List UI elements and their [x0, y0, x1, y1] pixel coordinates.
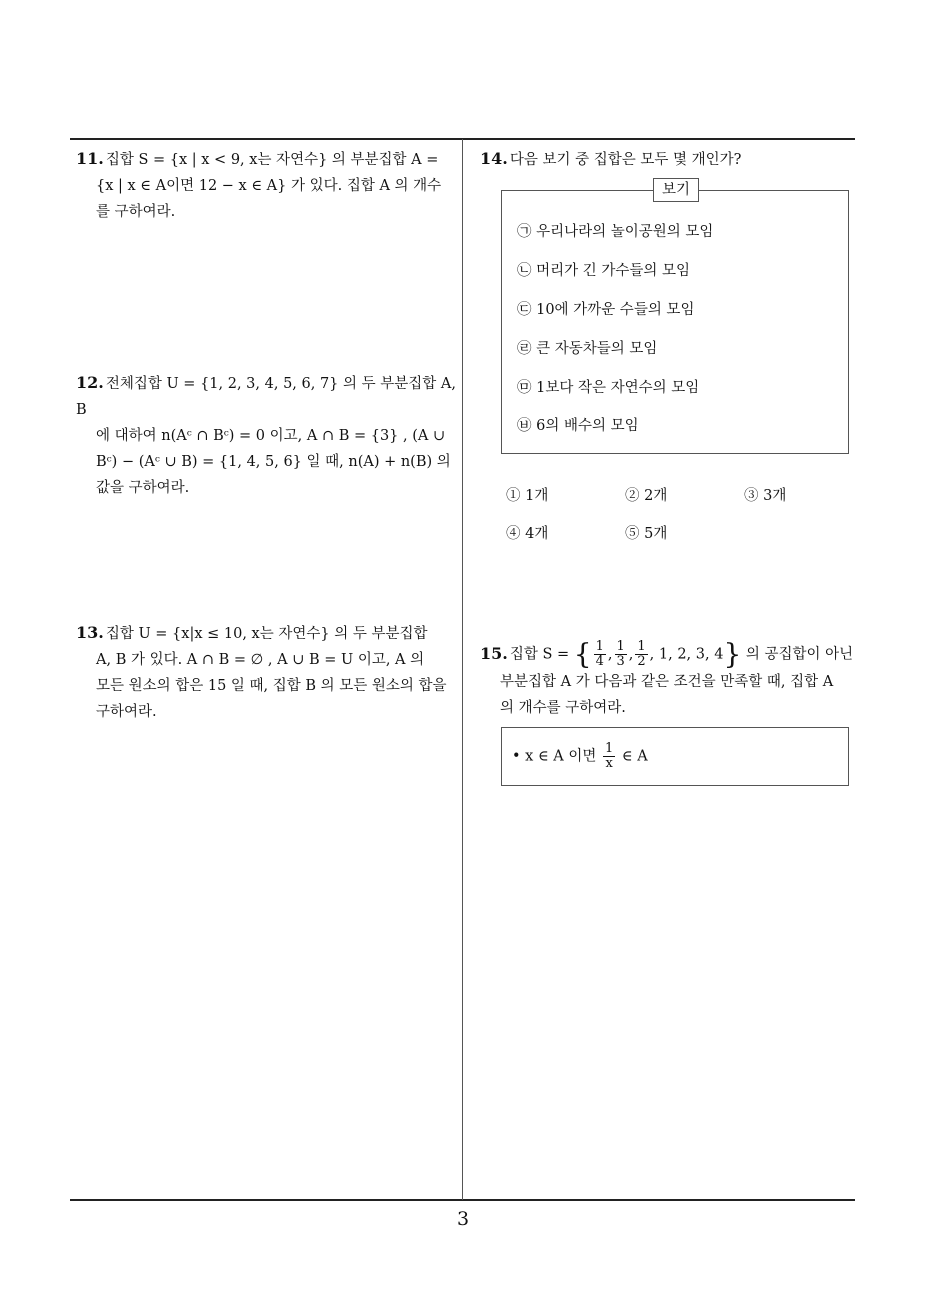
- question-number: 15.: [480, 643, 508, 663]
- question-line: 의 개수를 구하여라.: [500, 700, 626, 716]
- bogi-item: ㉥ 6의 배수의 모임: [517, 418, 639, 434]
- question-line: Bᶜ) − (Aᶜ ∪ B) = {1, 4, 5, 6} 일 때, n(A) + n(B) 의: [96, 454, 451, 470]
- answer-choice-4[interactable]: ④ 4개: [506, 526, 549, 542]
- question-14: [480, 146, 850, 173]
- bogi-item: ㉠ 우리나라의 놀이공원의 모임: [517, 224, 714, 240]
- question-line: 전체집합 U = {1, 2, 3, 4, 5, 6, 7} 의 두 부분집합 A, B: [76, 376, 456, 418]
- question-number: 11.: [76, 149, 104, 168]
- fraction: $\frac{1}{2}$: [637, 639, 646, 669]
- question-15: 15. 집합 S = { $\frac{1}{4}$ , $\frac{1}{3}$ , $\frac{1}{2}$ , 1, 2, 3, 4} 의 공집합이 아닌 부분집합 A 가 다음과 같은 조건을 만족할 때, 집합 A 의 개수를 구하여라.: [480, 640, 858, 721]
- question-line: 구하여라.: [96, 704, 157, 720]
- fraction: $\frac{1}{3}$: [616, 639, 625, 669]
- question-line: 의 공집합이 아닌: [745, 646, 854, 663]
- question-text: 다음 보기 중 집합은 모두 몇 개인가?: [509, 152, 742, 168]
- right-brace: }: [723, 637, 742, 671]
- answer-choice-1[interactable]: ① 1개: [506, 488, 549, 504]
- question-number: 14.: [480, 149, 508, 168]
- fraction: $\frac{1}{4}$: [595, 639, 604, 669]
- question-line: 집합 S = {x | x < 9, x는 자연수} 의 부분집합 A =: [105, 152, 439, 168]
- condition-suffix: ∈ A: [621, 748, 648, 765]
- question-line: A, B 가 있다. A ∩ B = ∅ , A ∪ B = U 이고, A 의: [96, 652, 425, 668]
- question-number: 13.: [76, 623, 104, 642]
- bogi-item: ㉡ 머리가 긴 가수들의 모임: [517, 263, 691, 279]
- page-number: 3: [456, 1208, 470, 1230]
- question-line: 를 구하여라.: [96, 204, 176, 220]
- bogi-item: ㉣ 큰 자동차들의 모임: [517, 341, 658, 357]
- answer-choice-3[interactable]: ③ 3개: [744, 488, 787, 504]
- question-13: [76, 620, 456, 725]
- set-prefix: 집합 S =: [509, 646, 570, 663]
- answer-choice-5[interactable]: ⑤ 5개: [625, 526, 668, 542]
- question-line: 집합 U = {x|x ≤ 10, x는 자연수} 의 두 부분집합: [105, 626, 428, 642]
- question-line: 부분집합 A 가 다음과 같은 조건을 만족할 때, 집합 A: [500, 674, 834, 690]
- question-line: {x | x ∈ A이면 12 − x ∈ A} 가 있다. 집합 A 의 개수: [96, 178, 442, 194]
- question-number: 12.: [76, 373, 104, 392]
- bogi-item: ㉢ 10에 가까운 수들의 모임: [517, 302, 695, 318]
- bogi-item: ㉤ 1보다 작은 자연수의 모임: [517, 380, 700, 396]
- question-12: [76, 370, 456, 501]
- question-11: [76, 146, 456, 225]
- answer-choice-2[interactable]: ② 2개: [625, 488, 668, 504]
- left-brace: {: [573, 637, 592, 671]
- bogi-title: 보기: [653, 178, 699, 202]
- condition-prefix: • x ∈ A 이면: [512, 748, 597, 765]
- question-line: 에 대하여 n(Aᶜ ∩ Bᶜ) = 0 이고, A ∩ B = {3} , (A ∪: [96, 428, 446, 444]
- condition-text: [512, 742, 648, 771]
- question-line: 모든 원소의 합은 15 일 때, 집합 B 의 모든 원소의 합을: [96, 678, 447, 694]
- set-rest: 1, 2, 3, 4: [658, 646, 724, 663]
- fraction: $\frac{1}{x}$: [605, 741, 614, 771]
- question-line: 값을 구하여라.: [96, 480, 190, 496]
- column-divider: [462, 139, 463, 1200]
